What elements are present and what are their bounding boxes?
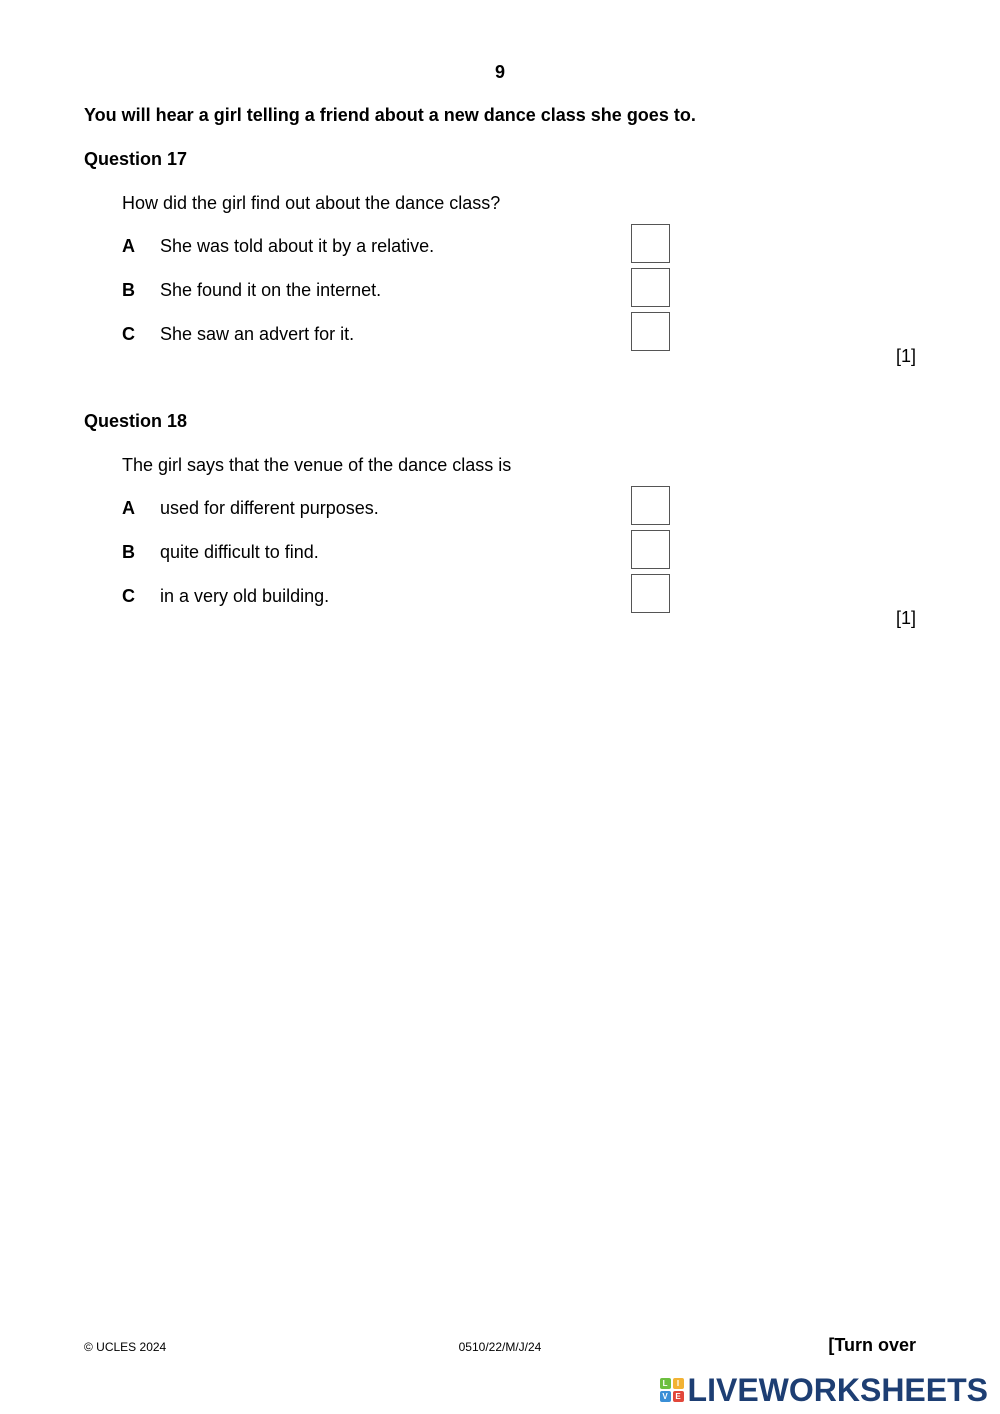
page-number: 9 xyxy=(494,62,505,82)
question-18-heading: Question 18 xyxy=(84,411,188,431)
q17-option-c-text: She saw an advert for it. xyxy=(160,324,355,344)
q18-option-a-checkbox[interactable] xyxy=(631,486,670,525)
q17-option-a-text: She was told about it by a relative. xyxy=(160,236,435,256)
q17-option-c-letter: C xyxy=(122,324,135,344)
q17-option-b-text: She found it on the internet. xyxy=(160,280,382,300)
question-17-stem: How did the girl find out about the dance class? xyxy=(122,193,501,213)
q18-option-a-letter: A xyxy=(122,498,135,518)
q18-option-b-checkbox[interactable] xyxy=(631,530,670,569)
q18-option-b-letter: B xyxy=(122,542,135,562)
listening-instruction: You will hear a girl telling a friend about a new dance class she goes to. xyxy=(84,105,696,125)
liveworksheets-logo-icon xyxy=(660,1378,684,1402)
q18-option-c-checkbox[interactable] xyxy=(631,574,670,613)
question-18-stem: The girl says that the venue of the dance class is xyxy=(122,455,512,475)
liveworksheets-logo-text: LIVEWORKSHEETS xyxy=(687,1371,988,1408)
q18-marks: [1] xyxy=(895,608,916,628)
q18-option-a-text: used for different purposes. xyxy=(160,498,379,518)
logo-tile-i: I xyxy=(673,1378,684,1389)
logo-tile-v: V xyxy=(660,1391,671,1402)
q17-option-a-letter: A xyxy=(122,236,135,256)
q17-marks: [1] xyxy=(895,346,916,366)
q18-option-b-text: quite difficult to find. xyxy=(160,542,319,562)
question-17-heading: Question 17 xyxy=(84,149,188,169)
logo-tile-l: L xyxy=(660,1378,671,1389)
q18-option-c-letter: C xyxy=(122,586,135,606)
copyright-notice: © UCLES 2024 xyxy=(84,1340,167,1354)
q18-option-c-text: in a very old building. xyxy=(160,586,330,606)
turn-over-label: [Turn over xyxy=(828,1335,916,1355)
liveworksheets-logo xyxy=(660,1372,988,1408)
q17-option-b-letter: B xyxy=(122,280,135,300)
q17-option-a-checkbox[interactable] xyxy=(631,224,670,263)
paper-code: 0510/22/M/J/24 xyxy=(458,1340,542,1354)
q17-option-b-checkbox[interactable] xyxy=(631,268,670,307)
logo-tile-e: E xyxy=(673,1391,684,1402)
q17-option-c-checkbox[interactable] xyxy=(631,312,670,351)
